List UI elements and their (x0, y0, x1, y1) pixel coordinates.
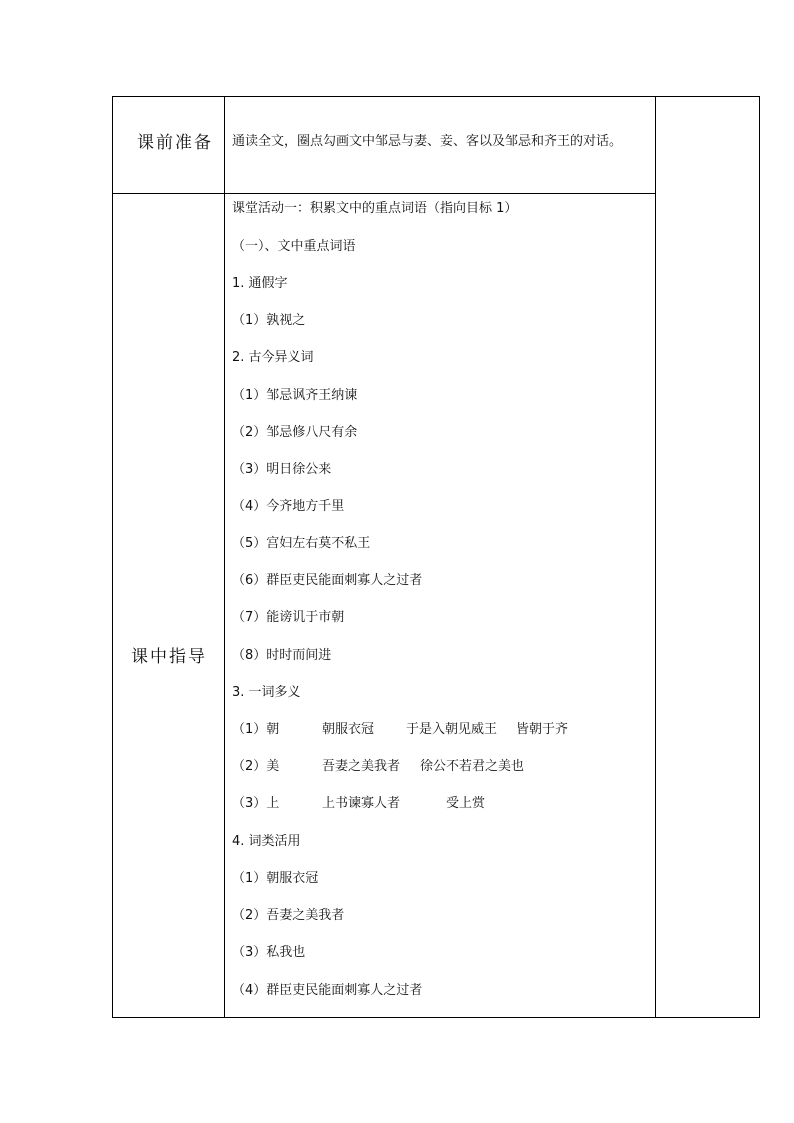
example: 吾妻之美我者 (322, 759, 401, 774)
list-item: （7）能谤讥于市朝 (232, 610, 345, 625)
heading-gujin: 2. 古今异义词 (232, 350, 314, 365)
example: 上书谏寡人者 (322, 796, 401, 811)
prep-text: 通读全文，圈点勾画文中邹忌与妻、妾、客以及邹忌和齐王的对话。 (232, 134, 623, 149)
example: 于是入朝见威王 (406, 722, 498, 737)
list-item (232, 718, 632, 737)
list-item: （3）私我也 (232, 945, 306, 960)
list-item: （1）孰视之 (232, 313, 306, 328)
heading-duoyi: 3. 一词多义 (232, 685, 301, 700)
column-divider-left (224, 96, 225, 1018)
prep-label: 课前准备 (137, 133, 213, 153)
list-item (232, 792, 632, 811)
list-item: （5）宫妇左右莫不私王 (232, 536, 371, 551)
word-head: （1）朝 (232, 722, 280, 737)
example: 徐公不若君之美也 (420, 759, 525, 774)
guide-label: 课中指导 (131, 647, 207, 667)
column-divider-right (655, 96, 656, 1018)
word-head: （3）上 (232, 796, 280, 811)
list-item (232, 755, 632, 774)
heading-tongjia: 1. 通假字 (232, 276, 288, 291)
word-head: （2）美 (232, 759, 280, 774)
section-title: （一）、文中重点词语 (232, 239, 356, 254)
list-item: （1）朝服衣冠 (232, 871, 319, 886)
lesson-table (112, 96, 760, 1018)
list-item: （1）邹忌讽齐王纳谏 (232, 388, 358, 403)
heading-huoyong: 4. 词类活用 (232, 834, 301, 849)
row-divider (112, 193, 655, 194)
example: 朝服衣冠 (322, 722, 375, 737)
list-item: （2）吾妻之美我者 (232, 908, 345, 923)
example: 皆朝于齐 (516, 722, 569, 737)
list-item: （4）今齐地方千里 (232, 499, 345, 514)
list-item: （2）邹忌修八尺有余 (232, 425, 358, 440)
activity-title: 课堂活动一：积累文中的重点词语（指向目标 1） (232, 201, 518, 216)
list-item: （6）群臣吏民能面刺寡人之过者 (232, 573, 423, 588)
list-item: （3）明日徐公来 (232, 462, 332, 477)
example: 受上赏 (446, 796, 486, 811)
list-item: （8）时时而间进 (232, 648, 332, 663)
list-item: （4）群臣吏民能面刺寡人之过者 (232, 983, 423, 998)
